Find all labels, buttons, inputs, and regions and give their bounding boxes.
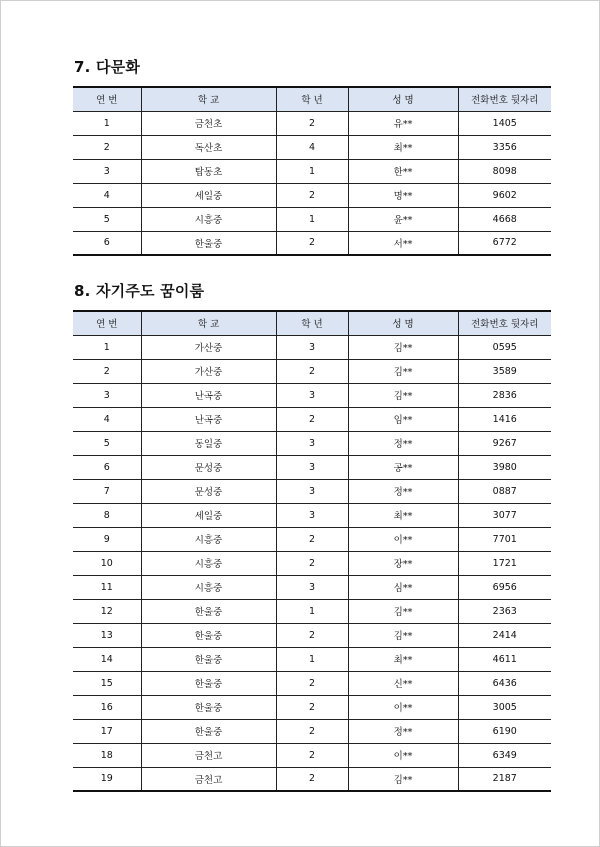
table-row [73, 479, 551, 503]
cell-school: 세일중 [141, 503, 276, 527]
table-row [73, 455, 551, 479]
cell-number: 15 [73, 671, 141, 695]
cell-school: 시흥중 [141, 207, 276, 231]
cell-number: 5 [73, 431, 141, 455]
cell-grade: 3 [276, 479, 348, 503]
table-row [73, 503, 551, 527]
cell-grade: 2 [276, 359, 348, 383]
cell-grade: 2 [276, 671, 348, 695]
cell-phone: 3980 [458, 455, 551, 479]
table-row [73, 207, 551, 231]
cell-phone: 0595 [458, 335, 551, 359]
cell-school: 가산중 [141, 335, 276, 359]
cell-number: 12 [73, 599, 141, 623]
cell-number: 16 [73, 695, 141, 719]
cell-grade: 1 [276, 599, 348, 623]
cell-number: 8 [73, 503, 141, 527]
cell-name: 김** [348, 359, 458, 383]
cell-school: 세일중 [141, 183, 276, 207]
cell-name: 최** [348, 135, 458, 159]
cell-school: 가산중 [141, 359, 276, 383]
cell-grade: 2 [276, 407, 348, 431]
table-row [73, 623, 551, 647]
cell-school: 금천고 [141, 743, 276, 767]
self-directed-table [73, 310, 551, 792]
cell-number: 2 [73, 359, 141, 383]
cell-number: 3 [73, 383, 141, 407]
cell-name: 한** [348, 159, 458, 183]
cell-name: 이** [348, 743, 458, 767]
cell-phone: 3077 [458, 503, 551, 527]
table-row [73, 575, 551, 599]
cell-number: 18 [73, 743, 141, 767]
cell-name: 공** [348, 455, 458, 479]
cell-name: 장** [348, 551, 458, 575]
header-phone-last-digits: 전화번호 뒷자리 [458, 87, 551, 111]
table-row [73, 527, 551, 551]
cell-school: 문성중 [141, 455, 276, 479]
cell-grade: 2 [276, 767, 348, 791]
cell-phone: 6772 [458, 231, 551, 255]
header-number: 연 번 [73, 311, 141, 335]
cell-school: 한울중 [141, 647, 276, 671]
cell-name: 서** [348, 231, 458, 255]
table-row [73, 671, 551, 695]
cell-number: 4 [73, 407, 141, 431]
header-name: 성 명 [348, 87, 458, 111]
cell-name: 김** [348, 623, 458, 647]
cell-grade: 1 [276, 159, 348, 183]
cell-grade: 3 [276, 335, 348, 359]
cell-school: 한울중 [141, 599, 276, 623]
cell-number: 13 [73, 623, 141, 647]
table-row [73, 551, 551, 575]
cell-phone: 9267 [458, 431, 551, 455]
cell-phone: 2363 [458, 599, 551, 623]
header-name: 성 명 [348, 311, 458, 335]
header-number: 연 번 [73, 87, 141, 111]
multicultural-rows [73, 111, 551, 255]
cell-phone: 0887 [458, 479, 551, 503]
table-row [73, 599, 551, 623]
cell-phone: 3589 [458, 359, 551, 383]
table-row [73, 743, 551, 767]
table-row [73, 767, 551, 791]
cell-name: 최** [348, 647, 458, 671]
cell-school: 한울중 [141, 719, 276, 743]
header-grade: 학 년 [276, 87, 348, 111]
section-title-multicultural: 7. 다문화 [74, 58, 141, 76]
multicultural-table [73, 86, 551, 256]
cell-grade: 2 [276, 111, 348, 135]
header-school: 학 교 [141, 311, 276, 335]
cell-phone: 1416 [458, 407, 551, 431]
cell-name: 정** [348, 431, 458, 455]
cell-grade: 3 [276, 431, 348, 455]
cell-name: 윤** [348, 207, 458, 231]
cell-grade: 2 [276, 719, 348, 743]
cell-phone: 4668 [458, 207, 551, 231]
table-row [73, 647, 551, 671]
cell-school: 한울중 [141, 695, 276, 719]
cell-name: 정** [348, 479, 458, 503]
cell-phone: 2836 [458, 383, 551, 407]
table-row [73, 719, 551, 743]
cell-school: 시흥중 [141, 527, 276, 551]
table-row [73, 383, 551, 407]
cell-school: 한울중 [141, 231, 276, 255]
table-row [73, 695, 551, 719]
cell-school: 난곡중 [141, 407, 276, 431]
table-row [73, 407, 551, 431]
cell-school: 금천초 [141, 111, 276, 135]
cell-number: 19 [73, 767, 141, 791]
cell-number: 6 [73, 231, 141, 255]
cell-name: 최** [348, 503, 458, 527]
cell-school: 독산초 [141, 135, 276, 159]
table-row [73, 183, 551, 207]
cell-name: 유** [348, 111, 458, 135]
cell-number: 7 [73, 479, 141, 503]
header-phone-last-digits: 전화번호 뒷자리 [458, 311, 551, 335]
cell-grade: 2 [276, 623, 348, 647]
table-row [73, 359, 551, 383]
cell-grade: 2 [276, 231, 348, 255]
table-row [73, 431, 551, 455]
cell-name: 정** [348, 719, 458, 743]
cell-number: 1 [73, 335, 141, 359]
table-row [73, 159, 551, 183]
cell-grade: 1 [276, 647, 348, 671]
cell-name: 김** [348, 335, 458, 359]
cell-grade: 2 [276, 183, 348, 207]
cell-number: 11 [73, 575, 141, 599]
cell-phone: 1405 [458, 111, 551, 135]
cell-name: 김** [348, 383, 458, 407]
cell-school: 시흥중 [141, 551, 276, 575]
cell-name: 임** [348, 407, 458, 431]
cell-phone: 3005 [458, 695, 551, 719]
self-directed-rows [73, 335, 551, 791]
cell-name: 김** [348, 599, 458, 623]
table-row [73, 111, 551, 135]
header-grade: 학 년 [276, 311, 348, 335]
cell-phone: 1721 [458, 551, 551, 575]
cell-grade: 2 [276, 527, 348, 551]
cell-grade: 3 [276, 455, 348, 479]
cell-phone: 7701 [458, 527, 551, 551]
cell-name: 이** [348, 527, 458, 551]
cell-name: 심** [348, 575, 458, 599]
cell-phone: 8098 [458, 159, 551, 183]
cell-name: 신** [348, 671, 458, 695]
cell-school: 한울중 [141, 623, 276, 647]
cell-school: 금천고 [141, 767, 276, 791]
cell-school: 난곡중 [141, 383, 276, 407]
cell-school: 동일중 [141, 431, 276, 455]
cell-grade: 3 [276, 383, 348, 407]
cell-phone: 6349 [458, 743, 551, 767]
cell-grade: 2 [276, 551, 348, 575]
cell-phone: 6436 [458, 671, 551, 695]
cell-name: 이** [348, 695, 458, 719]
table-header-row [73, 311, 551, 335]
cell-number: 17 [73, 719, 141, 743]
cell-number: 14 [73, 647, 141, 671]
cell-phone: 2187 [458, 767, 551, 791]
cell-school: 한울중 [141, 671, 276, 695]
cell-phone: 6956 [458, 575, 551, 599]
cell-number: 6 [73, 455, 141, 479]
cell-name: 명** [348, 183, 458, 207]
header-school: 학 교 [141, 87, 276, 111]
cell-school: 문성중 [141, 479, 276, 503]
cell-grade: 3 [276, 503, 348, 527]
cell-name: 김** [348, 767, 458, 791]
cell-number: 2 [73, 135, 141, 159]
cell-phone: 6190 [458, 719, 551, 743]
cell-grade: 2 [276, 695, 348, 719]
cell-grade: 2 [276, 743, 348, 767]
cell-school: 시흥중 [141, 575, 276, 599]
cell-number: 5 [73, 207, 141, 231]
cell-phone: 4611 [458, 647, 551, 671]
cell-number: 10 [73, 551, 141, 575]
cell-number: 3 [73, 159, 141, 183]
table-row [73, 231, 551, 255]
cell-number: 9 [73, 527, 141, 551]
cell-phone: 9602 [458, 183, 551, 207]
cell-school: 탑동초 [141, 159, 276, 183]
table-row [73, 135, 551, 159]
table-header-row [73, 87, 551, 111]
section-title-self-directed: 8. 자기주도 꿈이룸 [74, 282, 205, 300]
cell-phone: 3356 [458, 135, 551, 159]
cell-number: 1 [73, 111, 141, 135]
cell-number: 4 [73, 183, 141, 207]
table-row [73, 335, 551, 359]
cell-grade: 1 [276, 207, 348, 231]
cell-grade: 4 [276, 135, 348, 159]
cell-phone: 2414 [458, 623, 551, 647]
cell-grade: 3 [276, 575, 348, 599]
